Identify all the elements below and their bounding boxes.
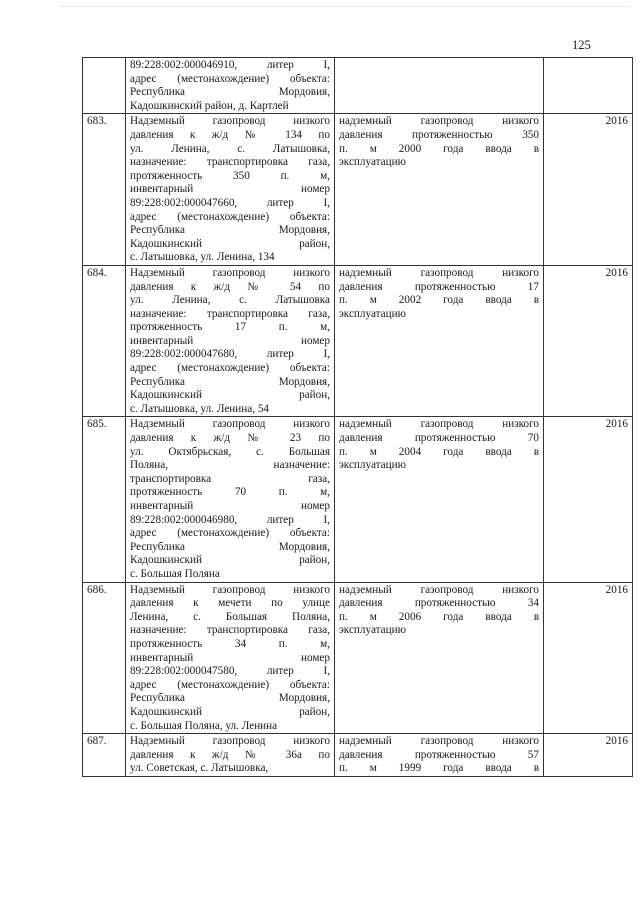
description-line: давления к мечети по улице (130, 597, 330, 610)
characteristics-line: надземный газопровод низкого (339, 266, 539, 279)
description-line: Надземный газопровод низкого (130, 735, 330, 748)
table-body (83, 58, 633, 777)
characteristics-line: п. м 2000 года ввода в (339, 142, 539, 155)
object-characteristics (335, 734, 544, 777)
description-line: давления к ж/д № 54 по (130, 280, 330, 293)
row-number: 687. (83, 734, 126, 777)
characteristics-line: надземный газопровод низкого (339, 115, 539, 128)
description-line: Кадошкинский район, (130, 389, 330, 402)
description-line: Республика Мордовия, (130, 86, 330, 99)
description-line: с. Большая Поляна (130, 567, 220, 580)
characteristics-line: давления протяженностью 70 (339, 432, 539, 445)
description-line: ул. Ленина, с. Латышовка (130, 294, 330, 307)
description-line: 89:228:002:000046910, литер I, (130, 59, 330, 71)
description-line: с. Большая Поляна, ул. Ленина (130, 719, 278, 732)
description-line: адрес (местонахождение) объекта: (130, 72, 330, 85)
row-number: 683. (83, 114, 126, 266)
object-description (126, 582, 335, 734)
description-line: давления к ж/д № 36а по (130, 748, 330, 761)
description-line: давления к ж/д № 23 по (130, 432, 330, 445)
characteristics-line: надземный газопровод низкого (339, 418, 539, 431)
table-row (83, 582, 633, 734)
description-line: Надземный газопровод низкого (130, 266, 330, 279)
description-line: инвентарный номер (130, 651, 330, 664)
object-description (126, 265, 335, 417)
table-row (83, 114, 633, 266)
characteristics-line: давления протяженностью 17 (339, 280, 539, 293)
characteristics-line: надземный газопровод низкого (339, 583, 539, 596)
row-number: 686. (83, 582, 126, 734)
characteristics-line: давления протяженностью 350 (339, 128, 539, 141)
year-cell: 2016 (544, 582, 633, 734)
description-line: Надземный газопровод низкого (130, 115, 330, 128)
object-characteristics (335, 114, 544, 266)
object-description (126, 58, 335, 114)
page-number: 125 (572, 38, 591, 52)
description-line: Ленина, с. Большая Поляна, (130, 610, 330, 623)
description-line: назначение: транспортировка газа, (130, 307, 330, 320)
object-characteristics (335, 265, 544, 417)
description-line: с. Латышовка, ул. Ленина, 134 (130, 251, 275, 264)
description-line: адрес (местонахождение) объекта: (130, 210, 330, 223)
row-number: 684. (83, 265, 126, 417)
description-line: 89:228:002:000046980, литер I, (130, 513, 330, 526)
description-line: инвентарный номер (130, 500, 330, 512)
description-line: с. Латышовка, ул. Ленина, 54 (130, 402, 270, 415)
description-line: инвентарный номер (130, 334, 330, 347)
description-line: 89:228:002:000047680, литер I, (130, 348, 330, 361)
table-row (83, 417, 633, 582)
characteristics-line: п. м 2004 года ввода в (339, 445, 539, 458)
table-row (83, 58, 633, 114)
description-line: Республика Мордовия, (130, 692, 330, 705)
description-line: протяженность 70 п. м, (130, 486, 330, 499)
description-line: Республика Мордовия, (130, 224, 330, 237)
description-line: 89:228:002:000047660, литер I, (130, 196, 330, 209)
description-line: протяженность 17 п. м, (130, 321, 330, 334)
object-characteristics (335, 582, 544, 734)
scan-artifact-line (60, 6, 630, 11)
characteristics-line: давления протяженностью 34 (339, 597, 539, 610)
description-line: адрес (местонахождение) объекта: (130, 678, 330, 691)
object-description (126, 114, 335, 266)
description-line: Надземный газопровод низкого (130, 418, 330, 431)
year-cell: 2016 (544, 114, 633, 266)
description-line: адрес (местонахождение) объекта: (130, 527, 330, 540)
description-line: ул. Октябрьская, с. Большая (130, 445, 330, 458)
property-registry-table (82, 57, 633, 777)
description-line: назначение: транспортировка газа, (130, 624, 330, 637)
table-row (83, 265, 633, 417)
year-cell: 2016 (544, 417, 633, 582)
row-number (83, 58, 126, 114)
description-line: Кадошкинский район, (130, 554, 330, 567)
description-line: ул. Советская, с. Латышовка, (130, 762, 269, 775)
year-cell: 2016 (544, 734, 633, 777)
description-line: назначение: транспортировка газа, (130, 156, 330, 169)
description-line: Надземный газопровод низкого (130, 583, 330, 596)
description-line: Республика Мордовия, (130, 540, 330, 553)
characteristics-line: п. м 2002 года ввода в (339, 294, 539, 307)
description-line: Республика Мордовия, (130, 375, 330, 388)
description-line: Поляна, назначение: (130, 459, 330, 472)
description-line: транспортировка газа, (130, 472, 330, 485)
description-line: Кадошкинский район, (130, 705, 330, 718)
characteristics-line: давления протяженностью 57 (339, 748, 539, 761)
characteristics-line: эксплуатацию (339, 307, 406, 320)
description-line: протяженность 34 п. м, (130, 637, 330, 650)
description-line: адрес (местонахождение) объекта: (130, 362, 330, 375)
description-line: протяженность 350 п. м, (130, 169, 330, 182)
characteristics-line: п. м 2006 года ввода в (339, 610, 539, 623)
characteristics-line: надземный газопровод низкого (339, 735, 539, 748)
characteristics-line: эксплуатацию (339, 459, 406, 472)
year-cell (544, 58, 633, 114)
description-line: 89:228:002:000047580, литер I, (130, 665, 330, 678)
object-description (126, 734, 335, 777)
description-line: давления к ж/д № 134 по (130, 128, 330, 141)
object-characteristics (335, 58, 544, 114)
characteristics-line: эксплуатацию (339, 624, 406, 637)
description-line: Кадошкинский район, (130, 237, 330, 250)
year-cell: 2016 (544, 265, 633, 417)
characteristics-line: п. м 1999 года ввода в (339, 762, 539, 775)
characteristics-line: эксплуатацию (339, 156, 406, 169)
description-line: инвентарный номер (130, 183, 330, 196)
row-number: 685. (83, 417, 126, 582)
description-line: ул. Ленина, с. Латышовка, (130, 142, 330, 155)
object-characteristics (335, 417, 544, 582)
object-description (126, 417, 335, 582)
description-line: Кадошкинский район, д. Картлей (130, 99, 289, 112)
table-row (83, 734, 633, 777)
